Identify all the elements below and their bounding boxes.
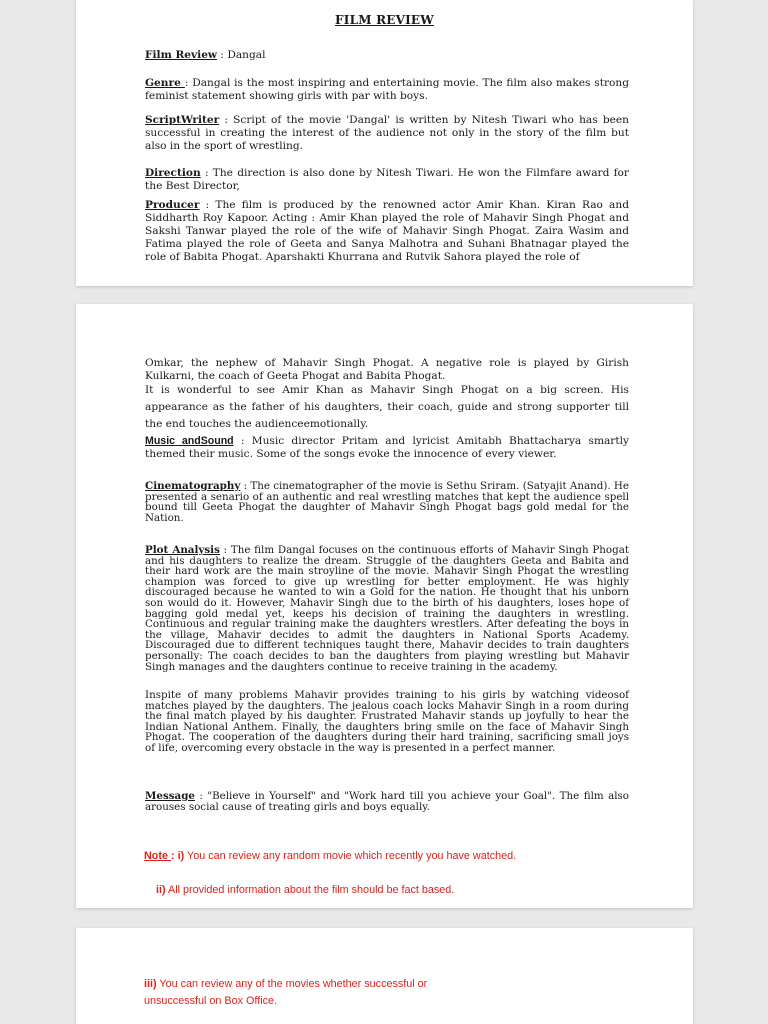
separator: : xyxy=(240,480,251,492)
plot-analysis-label: Plot Analysis xyxy=(145,544,220,556)
direction-text: The direction is also done by Nitesh Tiwari. He won the Filmfare award for the Best Director, xyxy=(145,167,629,192)
note-number: ii) xyxy=(156,884,166,896)
separator: : xyxy=(233,435,252,447)
producer-paragraph xyxy=(145,199,629,264)
note-text: You can review any of the movies whether successful or unsuccessful on Box Office. xyxy=(144,978,428,1007)
document-page-2 xyxy=(76,304,693,908)
music-label: Music andSound xyxy=(145,435,234,447)
genre-label: Genre xyxy=(145,77,185,89)
message-text: "Believe in Yourself" and "Work hard till you achieve your Goal". The film also arouses social cause of treating girls and boys equally. xyxy=(145,790,629,813)
message-label: Message xyxy=(145,790,195,802)
genre-paragraph xyxy=(145,77,629,103)
separator: : xyxy=(199,199,216,211)
film-review-text: Dangal xyxy=(227,49,266,61)
document-page-1 xyxy=(76,0,693,286)
note-2 xyxy=(156,882,636,899)
producer-label: Producer xyxy=(145,199,200,211)
continuation-paragraph: Omkar, the nephew of Mahavir Singh Phogat. A negative role is played by Girish Kulkarni, the coach of Geeta Phogat and Babita Phogat. xyxy=(145,357,629,382)
note-number: i) xyxy=(177,850,185,862)
note-1 xyxy=(144,848,564,865)
note-text: You can review any random movie which recently you have watched. xyxy=(184,850,517,862)
plot-analysis-paragraph xyxy=(145,545,629,672)
scriptwriter-label: ScriptWriter xyxy=(145,114,220,126)
separator: : xyxy=(200,167,213,179)
separator: : xyxy=(219,114,234,126)
document-page-3 xyxy=(76,928,693,1024)
film-review-line xyxy=(145,49,629,62)
direction-paragraph xyxy=(145,167,629,193)
note-number: iii) xyxy=(144,978,157,990)
separator: : xyxy=(219,544,231,556)
separator: : xyxy=(194,790,208,802)
separator: : xyxy=(184,77,193,89)
note-label: Note xyxy=(144,850,171,862)
opinion-paragraph: It is wonderful to see Amir Khan as Mahavir Singh Phogat on a big screen. His appearance as the father of his daughters, their coach, guide and strong supporter till the end touches the audienceemotionally. xyxy=(145,384,629,430)
cinematography-label: Cinematography xyxy=(145,480,241,492)
cinematography-paragraph xyxy=(145,481,629,523)
cinematography-text: The cinematographer of the movie is Sethu Sriram. (Satyajit Anand). He presented a senario of an authentic and real wrestling matches that kept the audience spell bound till Geeta Phogat the daughter of Mahavir Singh Phogat bags gold medal for the Nation. xyxy=(145,480,629,524)
separator: : xyxy=(171,850,178,862)
message-paragraph xyxy=(145,791,629,812)
scriptwriter-text: Script of the movie 'Dangal' is written by Nitesh Tiwari who has been successful in creating the interest of the audience not only in the story of the film but also in the sport of wrestling. xyxy=(145,114,629,152)
music-text: Music director Pritam and lyricist Amitabh Bhattacharya smartly themed their music. Some of the songs evoke the innocence of every viewer. xyxy=(145,435,629,460)
plot-analysis-text: The film Dangal focuses on the continuous efforts of Mahavir Singh Phogat and his daughters to realize the dream. Struggle of the daughters Geeta and Babita and their hard work are the main stroyline of the movie. Mahavir Singh Phogat the wrestling champion was forced to give up wrestling for better employment. He was highly discouraged because he wanted to win a Gold for the nation. He thought that his unborn son would do it. However, Mahavir Singh due to the birth of his daughters, loses hope of bagging gold medal yet, keeps his decision of training the daughters in wrestling. Continuous and regular training make the daughters wrestlers. After defeating the boys in the village, Mahavir decides to admit the daughters in National Sports Academy. Discouraged due to different techniques taught there, Mahavir decides to train daughters personally: The coach decides to ban the daughters from playing wrestling but Mahavir Singh manages and the daughters continue to receive training in the academy. xyxy=(145,544,629,673)
plot-analysis-paragraph-2: Inspite of many problems Mahavir provides training to his girls by watching videosof matches played by the daughters. The jealous coach locks Mahavir Singh in a room during the final match played by his daughter. Frustrated Mahavir stands up joyfully to hear the Indian National Anthem. Finally, the daughters bring smile on the face of Mahavir Singh Phogat. The cooperation of the daughters during their hard training, sacrificing small joys of life, overcoming every obstacle in the way is presented in a perfect manner. xyxy=(145,689,629,754)
direction-label: Direction xyxy=(145,167,201,179)
film-review-label: Film Review xyxy=(145,49,218,61)
producer-text: The film is produced by the renowned actor Amir Khan. Kiran Rao and Siddharth Roy Kapoor. Acting : Amir Khan played the role of Mahavir Singh Phogat and Sakshi Tanwar played the role of the wife of Mahavir Singh Phogat. Zaira Wasim and Fatima played the role of Geeta and Sanya Malhotra and Suhani Bhatnagar played the role of Babita Phogat. Aparshakti Khurrana and Rutvik Sahora played the role of xyxy=(145,199,629,263)
note-3 xyxy=(144,976,444,1010)
genre-text: Dangal is the most inspiring and entertaining movie. The film also makes strong feminist statement showing girls with par with boys. xyxy=(145,77,629,102)
separator: : xyxy=(217,49,228,61)
page-title: FILM REVIEW xyxy=(335,13,434,27)
music-paragraph xyxy=(145,435,629,461)
scriptwriter-paragraph xyxy=(145,114,629,153)
note-text: All provided information about the film should be fact based. xyxy=(165,884,455,896)
